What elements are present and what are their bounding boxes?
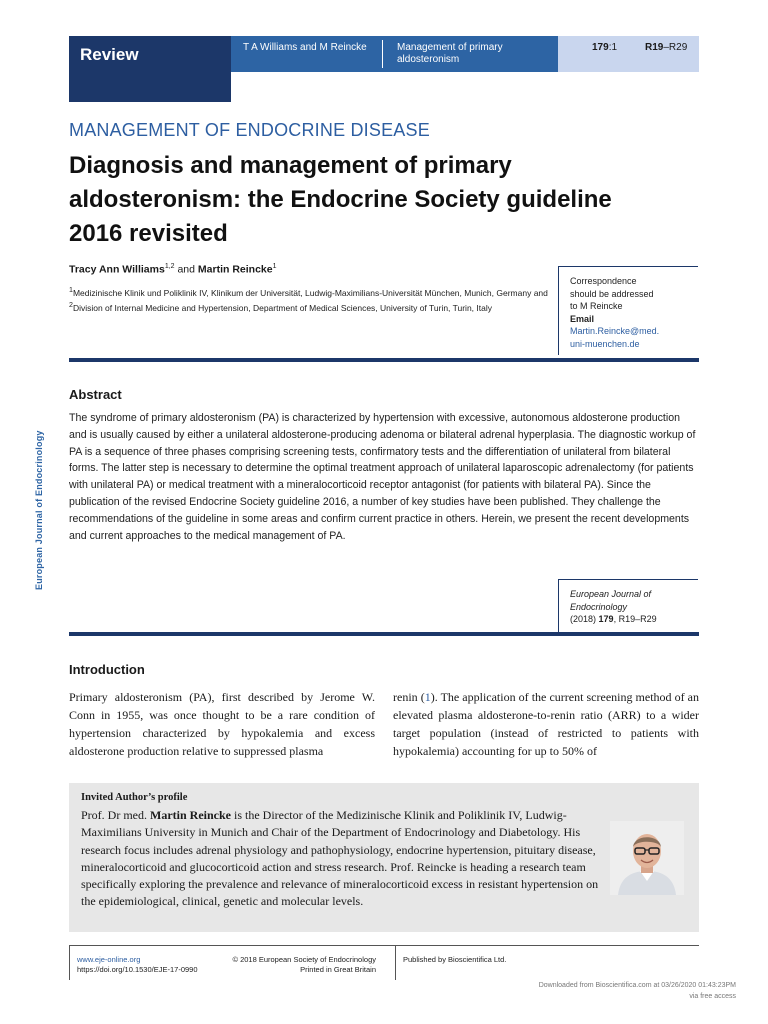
profile-body: is the Director of the Medizinische Klinik and Poliklinik IV, Ludwig-Maximilians University in Munich and Chair of the Department of Endocrinology and Diabetology. His research focus includes adrenal physiology and pathophysiology, endocrine hypertension, pituitary disease, mineralocorticoid and glucocorticoid action and stress research. Prof. Reincke is heading a research team specifically exploring the prevalence and relevance of mineralocorticoid excess in resistant hypertension on the epidemiological, clinical, genetic and molecular levels. <box>81 808 599 909</box>
author-2: Martin Reincke <box>197 263 273 276</box>
publisher-text: Published by Bioscientifica Ltd. <box>403 955 507 964</box>
affil-2-marker: 2 <box>69 300 73 309</box>
profile-text <box>81 807 601 911</box>
copyright-text: © 2018 European Society of Endocrinology <box>232 955 376 964</box>
corr-line-2: should be addressed <box>570 288 654 299</box>
side-journal-label: European Journal of Endocrinology <box>34 430 44 590</box>
profile-prefix: Prof. Dr med. <box>81 808 150 822</box>
author-profile-box <box>69 783 699 932</box>
author-conjunction: and <box>174 263 198 276</box>
running-authors: T A Williams and M Reincke <box>243 42 367 53</box>
author-photo <box>610 821 684 895</box>
intro-column-left: Primary aldosteronism (PA), first described by Jerome W. Conn in 1955, was once thought to be a rare condition of hypertension characterized by hypokalemia and excess aldosterone production relative to suppressed plasma <box>69 690 375 758</box>
corr-line-3: to M Reincke <box>570 301 623 311</box>
volume-issue <box>592 42 617 53</box>
introduction-heading: Introduction <box>69 662 145 677</box>
issue-number: :1 <box>608 42 618 53</box>
abstract-divider <box>69 632 699 636</box>
affil-2-text: Division of Internal Medicine and Hypertension, Department of Medical Sciences, University of Turin, Turin, Italy <box>72 302 492 313</box>
doi-link[interactable]: https://doi.org/10.1530/EJE-17-0990 <box>77 965 198 974</box>
corr-line-1: Correspondence <box>570 276 637 286</box>
article-type-badge <box>69 36 231 102</box>
issue-info <box>558 36 699 72</box>
email-link-part-2[interactable]: uni-muenchen.de <box>570 338 640 349</box>
author-list <box>69 263 277 276</box>
copyright-block <box>232 955 376 975</box>
citation-pages: , R19–R29 <box>613 614 657 624</box>
intro-right-text-a: renin ( <box>393 690 425 704</box>
volume-number: 179 <box>592 42 609 53</box>
email-label: Email <box>570 313 595 324</box>
running-title: Management of primary aldosteronism <box>397 42 503 65</box>
article-title: Diagnosis and management of primary aldosteronism: the Endocrine Society guideline 2016 revisited <box>69 152 612 247</box>
download-watermark <box>539 980 736 1002</box>
section-label: MANAGEMENT OF ENDOCRINE DISEASE <box>69 120 430 140</box>
abstract-text: The syndrome of primary aldosteronism (PA) is characterized by hypertension with excessive, autonomous aldosterone production and is usually caused by either a unilateral aldosterone-producing adenoma or bilateral adrenal hyperplasia. The diagnostic workup of PA is a sequence of three phases comprising screening tests, confirmatory tests and the differentiation of unilateral from bilateral forms. The latter step is necessary to determine the optimal treatment approach of unilateral laparoscopic adrenalectomy (for patients with unilateral PA) or medical treatment with a mineralocorticoid receptor antagonist (for patients with bilateral PA). Since the publication of the revised Endocrine Society guideline 2016, a number of key studies have been published. They challenge the recommendations of the guideline in some areas and confirm current practice in others. Herein, we present the recent developments and current approaches to the medical management of PA. <box>69 412 696 542</box>
download-line-2: via free access <box>689 993 736 1000</box>
affiliations <box>69 284 549 314</box>
page-start: R19 <box>645 42 664 53</box>
intro-column-right <box>393 688 699 760</box>
profile-heading: Invited Author’s profile <box>81 792 188 803</box>
running-header <box>231 36 558 72</box>
author-2-affil: 1 <box>272 263 277 270</box>
footer-left <box>69 945 395 980</box>
journal-name-line-2: Endocrinology <box>570 601 628 612</box>
affil-1-marker: 1 <box>69 286 73 294</box>
affil-1-text: Medizinische Klinik und Poliklinik IV, Klinikum der Universität, Ludwig-Maximilians-Universität München, Munich, Germany and <box>72 287 548 298</box>
reference-link-1[interactable]: 1 <box>424 690 431 704</box>
article-type-label: Review <box>80 45 139 64</box>
page-end: –R29 <box>663 42 688 53</box>
abstract-heading: Abstract <box>69 387 122 402</box>
download-line-1: Downloaded from Bioscientifica.com at 03/26/2020 01:43:23PM <box>538 982 736 989</box>
citation-line <box>570 613 698 626</box>
profile-name: Martin Reincke <box>150 808 231 822</box>
journal-name-line-1: European Journal of <box>570 589 652 599</box>
intro-right-text-b: ). The application of the current screening method of an elevated plasma aldosterone-to-renin ratio (ARR) to a wider target population (instead of restricted to patients with hypokalemia) accounting for up to 50% of <box>393 690 699 758</box>
correspondence-box <box>558 266 698 355</box>
title-divider <box>69 358 699 362</box>
author-1: Tracy Ann Williams <box>69 263 165 276</box>
journal-website-link[interactable]: www.eje-online.org <box>77 955 141 964</box>
author-portrait-icon <box>610 821 684 895</box>
page-range <box>645 42 687 53</box>
author-1-affil: 1,2 <box>164 263 175 270</box>
email-link-part-1[interactable]: Martin.Reincke@med. <box>570 326 660 336</box>
header-divider <box>382 40 383 68</box>
citation-volume: 179 <box>598 614 614 624</box>
citation-year: (2018) <box>570 614 599 624</box>
printed-in-text: Printed in Great Britain <box>300 965 376 974</box>
footer-right <box>395 945 699 980</box>
journal-citation-box <box>558 579 698 632</box>
